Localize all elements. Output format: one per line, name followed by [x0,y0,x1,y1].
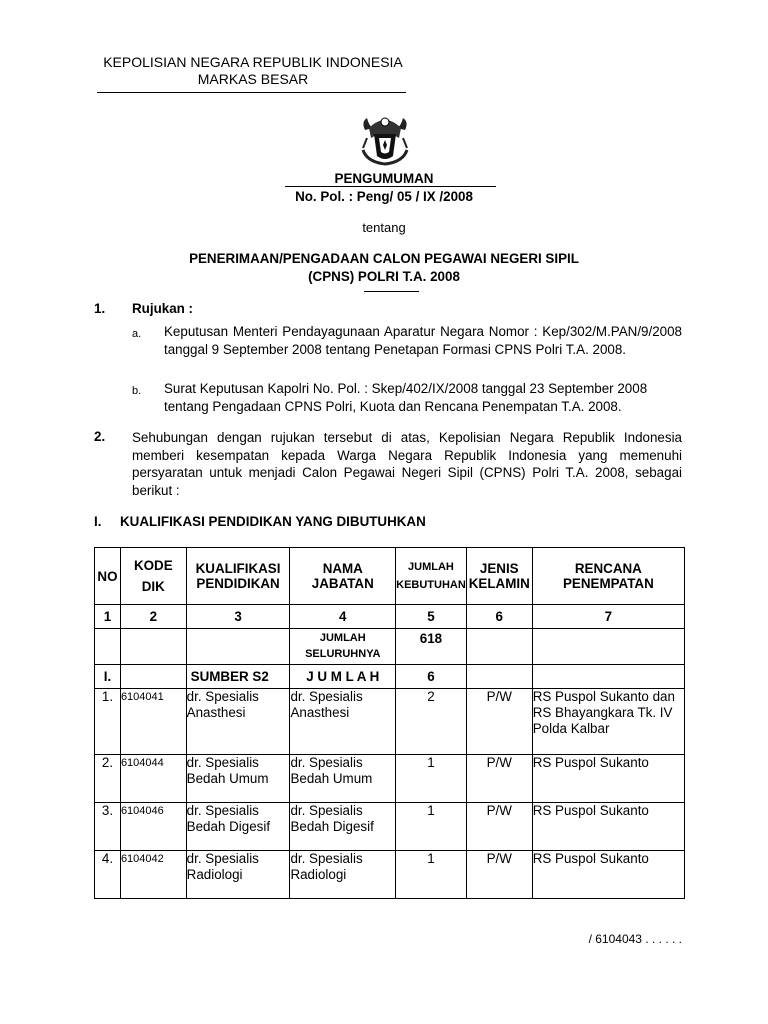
row-kode: 6104042 [120,851,186,899]
row-kualifikasi: dr. Spesialis Radiologi [186,851,290,899]
row-kualifikasi: dr. Spesialis Bedah Digesif [186,803,290,851]
col-number: 5 [396,605,467,629]
item-a-letter: a. [132,328,142,340]
header-no: NO [95,548,121,605]
group-value: 6 [396,665,467,689]
row-no: 3. [95,803,121,851]
row-kode: 6104046 [120,803,186,851]
row-nama: dr. Spesialis Anasthesi [290,689,396,755]
section-2-number: 2. [94,429,106,444]
col-number: 2 [120,605,186,629]
row-kode: 6104041 [120,689,186,755]
header-rencana: RENCANA PENEMPATAN [532,548,684,605]
col-number: 4 [290,605,396,629]
institution-unit: MARKAS BESAR [197,71,309,87]
col-number: 1 [95,605,121,629]
group-row [95,665,685,689]
row-nama: dr. Spesialis Bedah Digesif [290,803,396,851]
col-number: 3 [186,605,290,629]
group-label: J U M L A H [290,665,396,689]
item-a-text: Keputusan Menteri Pendayagunaan Aparatur Negara Nomor : Kep/302/M.PAN/9/2008 tanggal 9 September 2008 tentang Penetapan Formasi CPNS Polri T.A. 2008. [164,324,682,357]
row-jenis: P/W [466,755,532,803]
group-number: I. [95,665,121,689]
header-nama: NAMA JABATAN [290,548,396,605]
item-b-text: Surat Keputusan Kapolri No. Pol. : Skep/402/IX/2008 tanggal 23 September 2008 tentang Pengadaan CPNS Polri, Kuota dan Rencana Penempatan T.A. 2008. [164,381,648,414]
header-divider [97,92,406,93]
subsection-number: I. [94,514,102,529]
table-row [95,755,685,803]
header-jenis: JENIS KELAMIN [466,548,532,605]
institution-header [100,54,406,88]
table-header-row [95,548,685,605]
group-source: SUMBER S2 [186,665,290,689]
grand-total-label: JUMLAH SELURUHNYA [290,629,396,665]
row-no: 4. [95,851,121,899]
header-kode-label: KODE DIK [133,558,173,594]
announcement-number: No. Pol. : Peng/ 05 / IX /2008 [295,189,473,204]
row-rencana: RS Puspol Sukanto [532,851,684,899]
header-kualifikasi: KUALIFIKASI PENDIDIKAN [186,548,290,605]
subsection-title: KUALIFIKASI PENDIDIKAN YANG DIBUTUHKAN [120,514,426,529]
row-no: 2. [95,755,121,803]
row-rencana: RS Puspol Sukanto dan RS Bhayangkara Tk. IV Polda Kalbar [532,689,684,755]
subject-rule [364,291,419,292]
column-number-row [95,605,685,629]
polri-emblem-icon [357,108,413,166]
row-jumlah: 2 [396,689,467,755]
row-jenis: P/W [466,803,532,851]
table-row [95,803,685,851]
table-row [95,689,685,755]
row-jumlah: 1 [396,851,467,899]
grand-total-row [95,629,685,665]
qualification-table [94,547,685,899]
table-row [95,851,685,899]
col-number: 7 [532,605,684,629]
row-jenis: P/W [466,689,532,755]
row-nama: dr. Spesialis Radiologi [290,851,396,899]
subject-line-1: PENERIMAAN/PENGADAAN CALON PEGAWAI NEGERI SIPIL [189,251,579,266]
row-no: 1. [95,689,121,755]
section-1-title: Rujukan : [132,301,194,316]
institution-name: KEPOLISIAN NEGARA REPUBLIK INDONESIA [103,54,403,70]
item-b-letter: b. [132,385,142,397]
continuation-marker: / 6104043 . . . . . . [588,932,682,946]
row-kualifikasi: dr. Spesialis Bedah Umum [186,755,290,803]
row-kualifikasi: dr. Spesialis Anasthesi [186,689,290,755]
row-jenis: P/W [466,851,532,899]
heading-rule [285,186,496,187]
row-rencana: RS Puspol Sukanto [532,755,684,803]
section-1-number: 1. [94,301,106,316]
announcement-heading: PENGUMUMAN [334,171,434,186]
announcement-about: tentang [362,220,406,235]
row-rencana: RS Puspol Sukanto [532,803,684,851]
section-2-text: Sehubungan dengan rujukan tersebut di atas, Kepolisian Negara Republik Indonesia memberi kesempatan kepada Warga Negara Republik Indonesia yang memenuhi persyaratan untuk menjadi Calon Pegawai Negeri Sipil (CPNS) Polri T.A. 2008, sebagai berikut : [132,430,682,498]
row-jumlah: 1 [396,803,467,851]
grand-total-value: 618 [396,629,467,665]
subject-line-2: (CPNS) POLRI T.A. 2008 [308,269,460,284]
header-jumlah: JUMLAH KEBUTUHAN [396,548,467,605]
header-kode [120,548,186,605]
col-number: 6 [466,605,532,629]
row-jumlah: 1 [396,755,467,803]
row-kode: 6104044 [120,755,186,803]
row-nama: dr. Spesialis Bedah Umum [290,755,396,803]
